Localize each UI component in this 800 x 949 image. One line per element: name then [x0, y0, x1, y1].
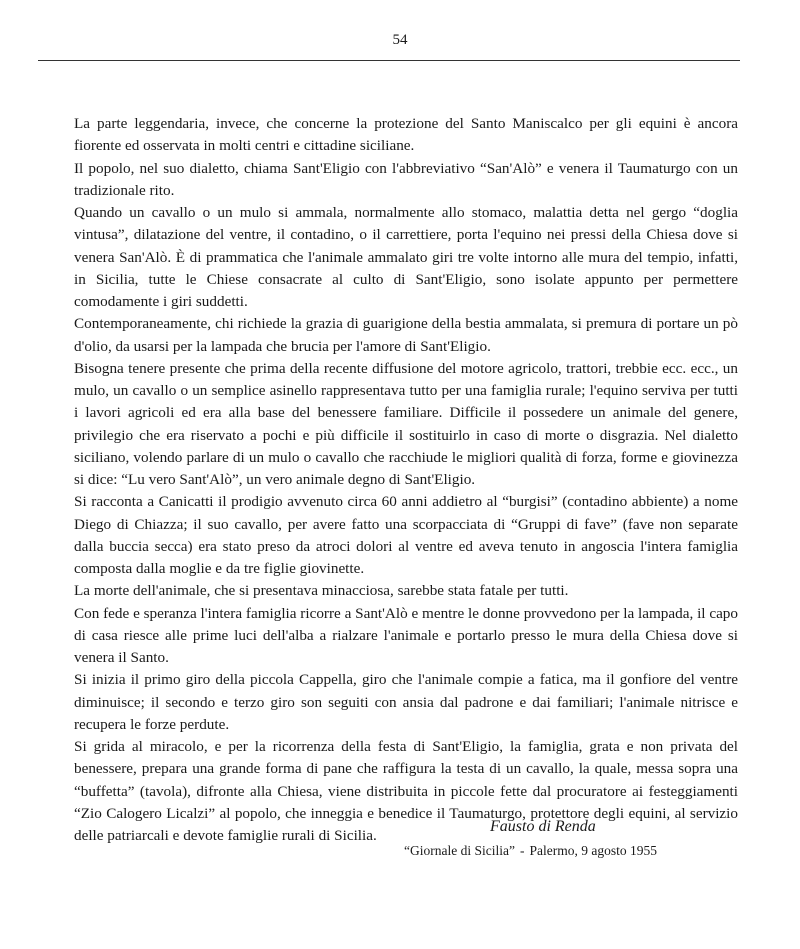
paragraph-4: Contemporaneamente, chi richiede la grazia di guarigione della bestia ammalata, si premura di portare un pò d'olio, da usarsi per la lampada che brucia per l'amore di Sant'Eligio. [74, 315, 738, 355]
paragraph-8: Con fede e speranza l'intera famiglia ricorre a Sant'Alò e mentre le donne provvedono per la lampada, il capo di casa riesce alle prime luci dell'alba a rialzare l'animale e portarlo presso le mura della Chiesa dove si venera il Santo. [74, 604, 738, 666]
paragraph-5: Bisogna tenere presente che prima della recente diffusione del motore agricolo, trattori, trebbie ecc. ecc., un mulo, un cavallo o un semplice asinello rappresentava tutto per una famiglia rurale; l'equino serviva per tutti i lavori agricoli ed era alla base del benessere familiare. Difficile il possedere un animale del genere, privilegio che era riservato a pochi e più difficile il sostituirlo in caso di morte o disgrazia. Nel dialetto siciliano, volendo parlare di un mulo o cavallo che racchiude le migliori qualità di forza, forme e giovinezza si dice: “Lu vero Sant'Alò”, un vero animale degno di Sant'Eligio. [74, 359, 738, 488]
source-line [404, 843, 657, 859]
paragraph-1: La parte leggendaria, invece, che concerne la protezione del Santo Maniscalco per gli equini è ancora fiorente ed osservata in molti centri e cittadine siciliane. [74, 115, 738, 155]
source-separator: - [519, 843, 525, 858]
article-body [74, 113, 738, 847]
header-rule [38, 60, 740, 61]
publication-name: “Giornale di Sicilia” [404, 843, 515, 858]
paragraph-3: Quando un cavallo o un mulo si ammala, normalmente allo stomaco, malattia detta nel gergo “doglia vintusa”, dilatazione del ventre, il contadino, o il carrettiere, porta l'equino nei pressi della Chiesa dove si venera San'Alò. È di prammatica che l'animale ammalato giri tre volte intorno alle mura del tempio, infatti, in Sicilia, tutte le Chiese consacrate al culto di Sant'Eligio, sono isolate appunto per permettere comodamente i giri suddetti. [74, 204, 738, 310]
paragraph-9: Si inizia il primo giro della piccola Cappella, giro che l'animale compie a fatica, ma il gonfiore del ventre diminuisce; il secondo e terzo giro son seguiti con ansia dal padrone e dai familiari; l'animale nitrisce e recupera le forze perdute. [74, 671, 738, 733]
author-signature: Fausto di Renda [490, 818, 596, 835]
paragraph-10: Si grida al miracolo, e per la ricorrenza della festa di Sant'Eligio, la famiglia, grata e non privata del benessere, prepara una grande forma di pane che raffigura la testa di un cavallo, la quale, messa sopra una “buffetta” (tavola), difronte alla Chiesa, viene distribuita in piccole fette dal procuratore ai festeggiamenti “Zio Calogero Licalzi” al popolo, che inneggia e benedice il Taumaturgo, protettore degli equini, al servizio delle patriarcali e devote famiglie rurali di Sicilia. [74, 738, 738, 844]
paragraph-6: Si racconta a Canicatti il prodigio avvenuto circa 60 anni addietro al “burgisi” (contadino abbiente) a nome Diego di Chiazza; il suo cavallo, per avere fatto una scorpacciata di “Gruppi di fave” (fave non separate dalla buccia secca) era stato preso da atroci dolori al ventre ed aveva tenuto in angoscia l'intera famiglia composta dalla moglie e da tre figlie giovinette. [74, 493, 738, 577]
paragraph-7: La morte dell'animale, che si presentava minacciosa, sarebbe stata fatale per tutti. [74, 582, 569, 600]
place-date: Palermo, 9 agosto 1955 [529, 843, 657, 858]
paragraph-2: Il popolo, nel suo dialetto, chiama Sant'Eligio con l'abbreviativo “San'Alò” e venera il Taumaturgo con un tradizionale rito. [74, 159, 738, 199]
page-number: 54 [392, 32, 408, 48]
